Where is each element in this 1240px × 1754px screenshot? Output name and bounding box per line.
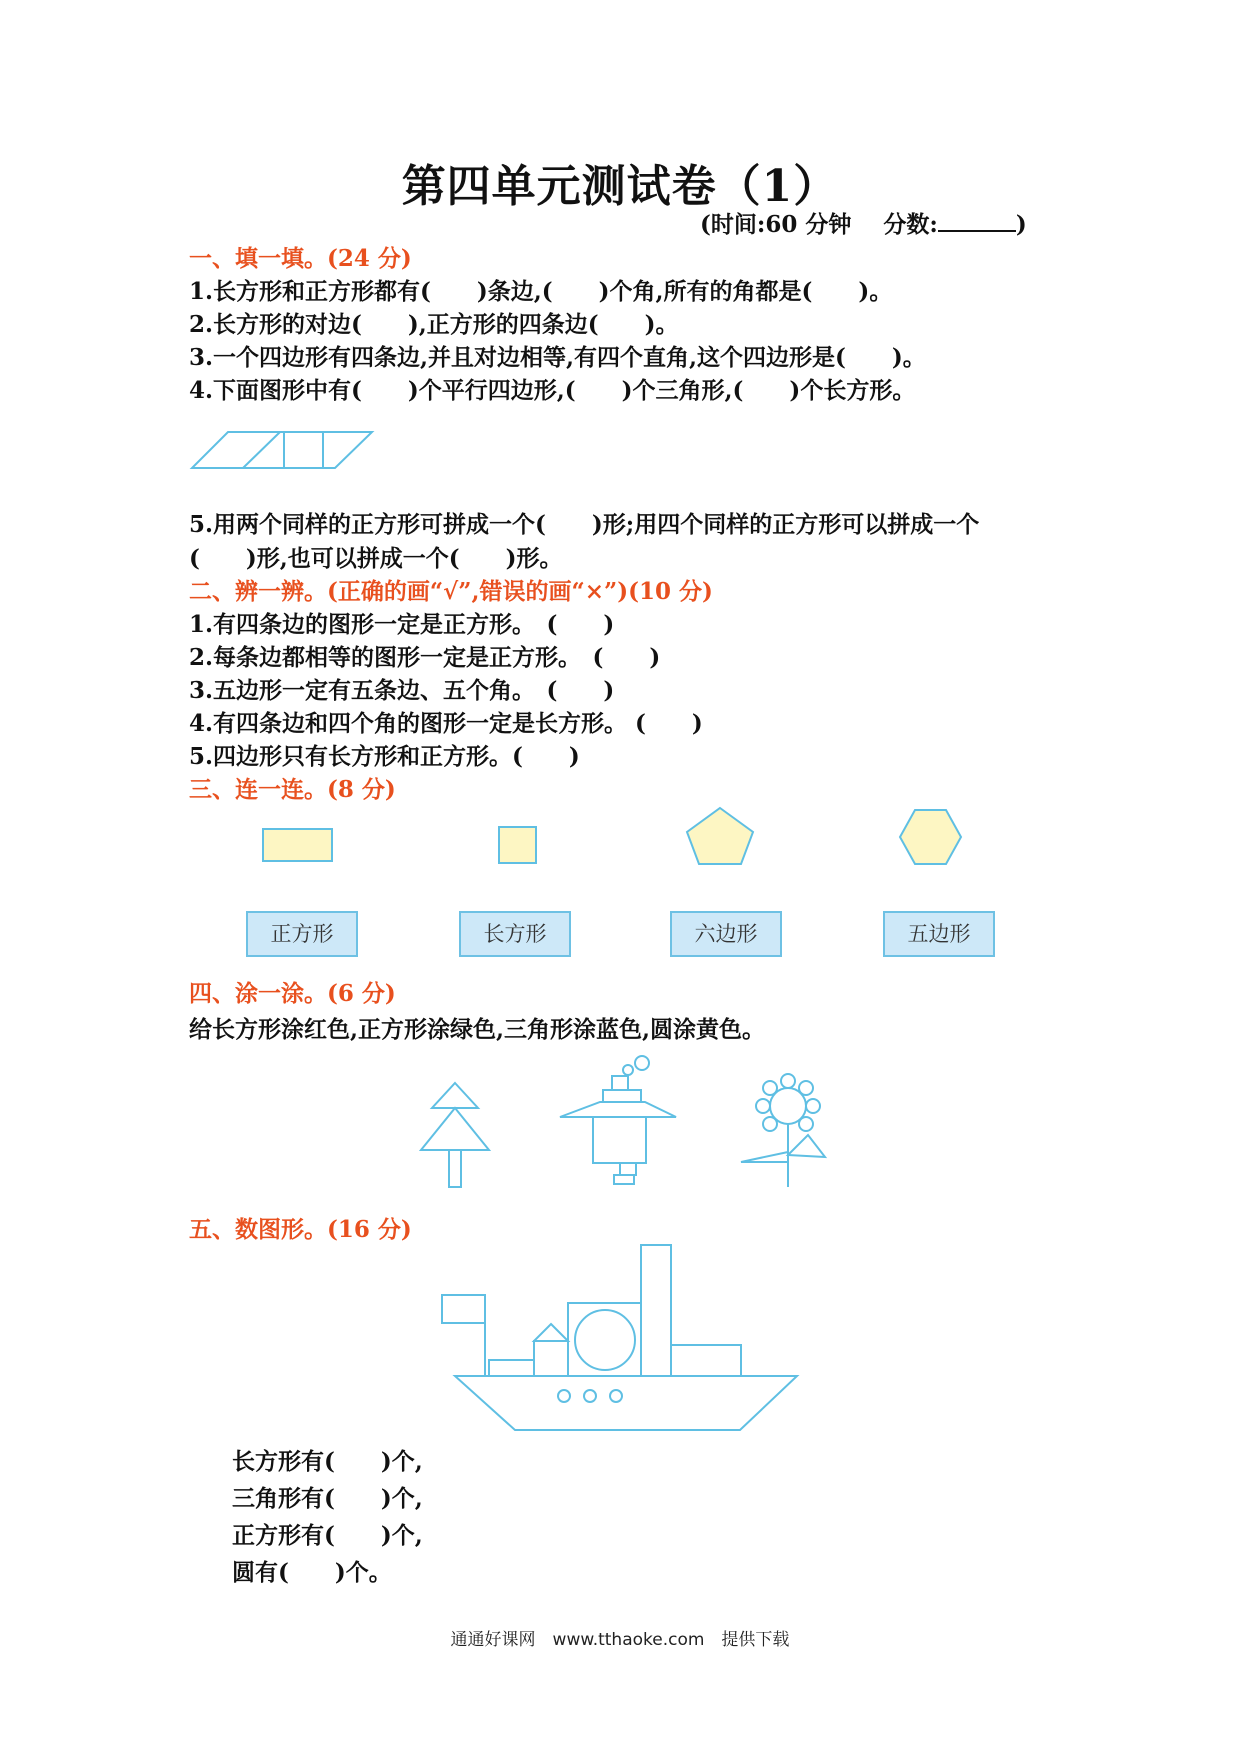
count-circles: 圆有( )个。 xyxy=(232,1559,392,1586)
s1-question-2: 2.长方形的对边( ),正方形的四条边( )。 xyxy=(189,311,679,338)
section-2-heading: 二、辨一辨。(正确的画“√”,错误的画“×”)(10 分) xyxy=(189,578,713,605)
s2-question-4: 4.有四条边和四个角的图形一定是长方形。 ( ) xyxy=(189,710,703,737)
label-hexagon[interactable]: 六边形 xyxy=(670,911,782,957)
s2-question-1: 1.有四条边的图形一定是正方形。 ( ) xyxy=(189,611,615,638)
page-title: 第四单元测试卷（1） xyxy=(401,161,839,212)
label-pentagon[interactable]: 五边形 xyxy=(883,911,995,957)
s1-question-4: 4.下面图形中有( )个平行四边形,( )个三角形,( )个长方形。 xyxy=(189,377,916,404)
s2-question-2: 2.每条边都相等的图形一定是正方形。 ( ) xyxy=(189,644,661,671)
section-5-heading: 五、数图形。(16 分) xyxy=(189,1216,412,1243)
footer-credit: 通通好课网 www.tthaoke.com 提供下载 xyxy=(450,1630,790,1650)
label-rectangle[interactable]: 长方形 xyxy=(459,911,571,957)
section-1-heading: 一、填一填。(24 分) xyxy=(189,245,412,272)
score-label: 分数: xyxy=(883,211,938,238)
label-square[interactable]: 正方形 xyxy=(246,911,358,957)
s1-question-5b: ( )形,也可以拼成一个( )形。 xyxy=(189,545,563,572)
time-limit: (时间:60 分钟 xyxy=(700,211,852,238)
s4-instruction: 给长方形涂红色,正方形涂绿色,三角形涂蓝色,圆涂黄色。 xyxy=(189,1016,766,1043)
s2-question-3: 3.五边形一定有五条边、五个角。 ( ) xyxy=(189,677,615,704)
count-triangles: 三角形有( )个, xyxy=(232,1485,423,1512)
s1-question-3: 3.一个四边形有四条边,并且对边相等,有四个直角,这个四边形是( )。 xyxy=(189,344,926,371)
count-squares: 正方形有( )个, xyxy=(232,1522,423,1549)
count-rectangles: 长方形有( )个, xyxy=(232,1448,423,1475)
section-4-heading: 四、涂一涂。(6 分) xyxy=(189,980,396,1007)
meta-close: ) xyxy=(1015,211,1027,238)
section-3-heading: 三、连一连。(8 分) xyxy=(189,776,396,803)
s2-question-5: 5.四边形只有长方形和正方形。( ) xyxy=(189,743,580,770)
s1-question-5a: 5.用两个同样的正方形可拼成一个( )形;用四个同样的正方形可以拼成一个 xyxy=(189,511,980,538)
s1-question-1: 1.长方形和正方形都有( )条边,( )个角,所有的角都是( )。 xyxy=(189,278,893,305)
